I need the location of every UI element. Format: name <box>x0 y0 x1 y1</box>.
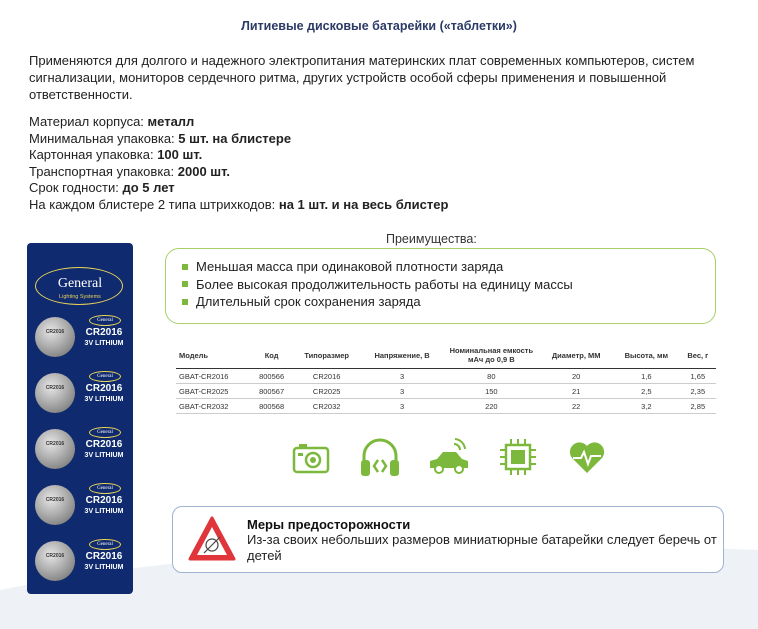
car-alarm-icon <box>426 434 472 480</box>
bullet-icon <box>182 281 188 287</box>
battery-cell: CR2016 General CR2016 3V LITHIUM <box>31 423 129 479</box>
battery-cell: CR2016 General CR2016 3V LITHIUM <box>31 367 129 423</box>
spec-line: Картонная упаковка: 100 шт. <box>29 147 203 162</box>
column-header: Диаметр, ММ <box>539 344 613 369</box>
intro-text: Применяются для долгого и надежного электропитания материнских плат современных компьютеров, систем сигнализации, мониторов сердечного ритма, других устройств особой сферы применения и повышенной ответственности. <box>29 53 695 102</box>
advantage-item: Более высокая продолжительность работы на единицу массы <box>182 276 715 294</box>
bullet-icon <box>182 264 188 270</box>
column-header: Напряжение, В <box>361 344 444 369</box>
specs-list <box>29 114 448 213</box>
column-header: Код <box>251 344 293 369</box>
battery-cell: CR2016 General CR2016 3V LITHIUM <box>31 479 129 535</box>
spec-line: Транспортная упаковка: 2000 шт. <box>29 163 230 179</box>
advantages-box <box>165 248 716 324</box>
advantage-item: Длительный срок сохранения заряда <box>182 293 715 311</box>
warning-title: Меры предосторожности <box>247 517 411 532</box>
warning-icon <box>187 515 237 568</box>
advantages-title: Преимущества: <box>386 232 477 246</box>
column-header: Высота, мм <box>613 344 680 369</box>
bullet-icon <box>182 299 188 305</box>
table-header-row <box>176 344 716 369</box>
spec-line: Минимальная упаковка: 5 шт. на блистере <box>29 130 292 146</box>
battery-cell: CR2016 General CR2016 3V LITHIUM <box>31 535 129 591</box>
column-header: Модель <box>176 344 251 369</box>
brand-subtitle: Lighting Systems <box>59 294 101 300</box>
spec-line: На каждом блистере 2 типа штрихкодов: на 1 шт. и на весь блистер <box>29 196 449 212</box>
table-row: GBAT-CR2032 800568 CR2032 3 220 22 3,2 2,85 <box>176 399 716 414</box>
table-row: GBAT-CR2016 800566 CR2016 3 80 20 1,6 1,65 <box>176 369 716 384</box>
advantage-item: Меньшая масса при одинаковой плотности заряда <box>182 258 715 276</box>
column-header: Номинальная емкость мАч до 0,9 В <box>443 344 539 369</box>
warning-text: Из-за своих небольших размеров миниатюрные батарейки следует беречь от детей <box>247 532 717 563</box>
chip-icon <box>495 434 541 480</box>
spec-line: Материал корпуса: металл <box>29 114 195 129</box>
heart-rate-icon <box>564 434 610 480</box>
page-title: Литиевые дисковые батарейки («таблетки») <box>241 19 517 33</box>
battery-blister-image <box>27 243 133 594</box>
battery-cell: CR2016 General CR2016 3V LITHIUM <box>31 311 129 367</box>
camera-icon <box>288 434 334 480</box>
specs-table <box>176 344 716 414</box>
headphones-icon <box>357 434 403 480</box>
column-header: Типоразмер <box>293 344 361 369</box>
table-row: GBAT-CR2025 800567 CR2025 3 150 21 2,5 2,35 <box>176 384 716 399</box>
spec-line: Срок годности: до 5 лет <box>29 180 175 195</box>
warning-box <box>172 506 724 573</box>
column-header: Вес, г <box>680 344 716 369</box>
usage-icons <box>288 434 610 480</box>
brand-name: General <box>57 276 103 291</box>
